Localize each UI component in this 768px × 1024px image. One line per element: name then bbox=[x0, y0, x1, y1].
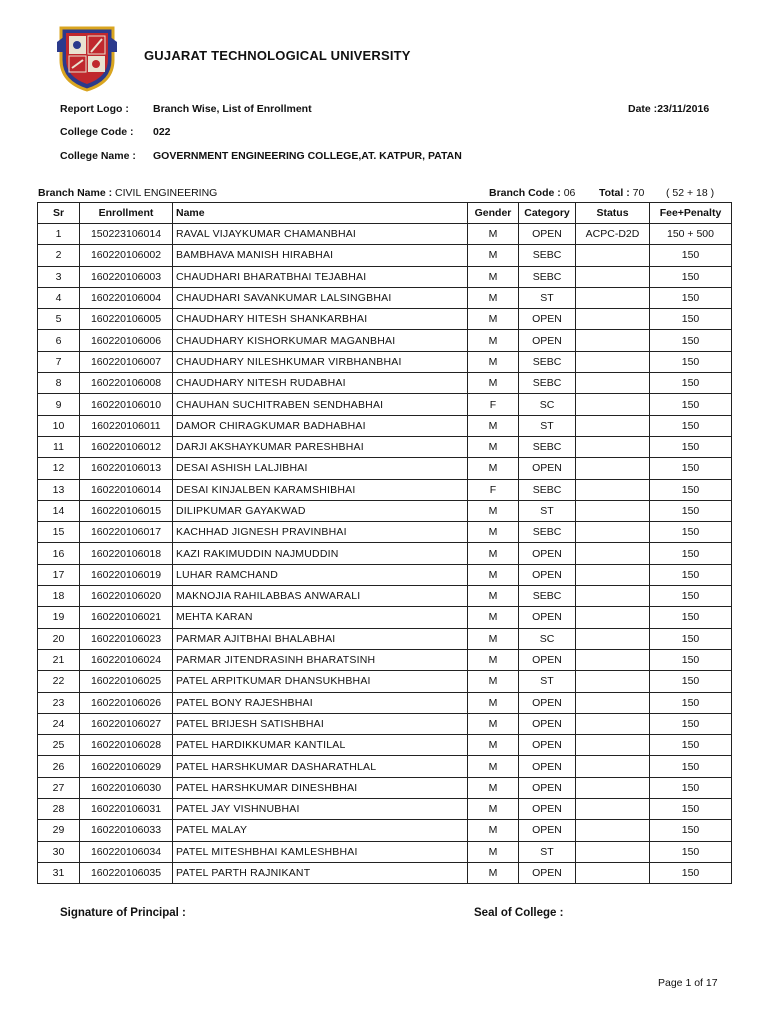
cell-fee: 150 bbox=[650, 479, 732, 500]
cell-enrollment: 160220106006 bbox=[80, 330, 173, 351]
university-title: GUJARAT TECHNOLOGICAL UNIVERSITY bbox=[144, 48, 411, 63]
cell-name: LUHAR RAMCHAND bbox=[173, 564, 468, 585]
total-value: 70 bbox=[632, 187, 645, 199]
cell-category: ST bbox=[519, 671, 576, 692]
cell-name: PARMAR JITENDRASINH BHARATSINH bbox=[173, 649, 468, 670]
table-row bbox=[38, 224, 732, 245]
table-row bbox=[38, 287, 732, 308]
table-row bbox=[38, 373, 732, 394]
cell-enrollment: 160220106026 bbox=[80, 692, 173, 713]
col-header-enrollment: Enrollment bbox=[80, 203, 173, 224]
cell-gender: M bbox=[468, 777, 519, 798]
university-logo bbox=[55, 22, 119, 92]
cell-status bbox=[576, 628, 650, 649]
cell-gender: M bbox=[468, 543, 519, 564]
table-row bbox=[38, 500, 732, 521]
cell-gender: M bbox=[468, 649, 519, 670]
cell-category: OPEN bbox=[519, 756, 576, 777]
enrollment-table bbox=[37, 202, 732, 884]
cell-sr: 12 bbox=[38, 458, 80, 479]
table-row bbox=[38, 415, 732, 436]
cell-sr: 4 bbox=[38, 287, 80, 308]
table-row bbox=[38, 862, 732, 883]
table-row bbox=[38, 607, 732, 628]
cell-gender: M bbox=[468, 607, 519, 628]
cell-status bbox=[576, 841, 650, 862]
cell-gender: M bbox=[468, 756, 519, 777]
cell-name: DESAI ASHISH LALJIBHAI bbox=[173, 458, 468, 479]
cell-enrollment: 160220106014 bbox=[80, 479, 173, 500]
branch-name bbox=[38, 187, 217, 199]
cell-sr: 23 bbox=[38, 692, 80, 713]
table-row bbox=[38, 245, 732, 266]
cell-fee: 150 bbox=[650, 692, 732, 713]
cell-status bbox=[576, 266, 650, 287]
cell-gender: M bbox=[468, 820, 519, 841]
cell-sr: 29 bbox=[38, 820, 80, 841]
cell-gender: M bbox=[468, 330, 519, 351]
cell-sr: 24 bbox=[38, 713, 80, 734]
cell-name: CHAUDHARI BHARATBHAI TEJABHAI bbox=[173, 266, 468, 287]
cell-category: OPEN bbox=[519, 607, 576, 628]
cell-category: SEBC bbox=[519, 245, 576, 266]
cell-fee: 150 bbox=[650, 351, 732, 372]
college-seal-label: Seal of College : bbox=[474, 907, 564, 919]
branch-code-label: Branch Code : bbox=[489, 187, 561, 199]
cell-category: OPEN bbox=[519, 649, 576, 670]
cell-sr: 21 bbox=[38, 649, 80, 670]
cell-name: PATEL PARTH RAJNIKANT bbox=[173, 862, 468, 883]
cell-sr: 7 bbox=[38, 351, 80, 372]
cell-category: SEBC bbox=[519, 586, 576, 607]
branch-code-value: 06 bbox=[563, 187, 576, 199]
report-logo-value: Branch Wise, List of Enrollment bbox=[153, 103, 312, 115]
cell-gender: M bbox=[468, 713, 519, 734]
cell-enrollment: 160220106017 bbox=[80, 522, 173, 543]
cell-fee: 150 bbox=[650, 309, 732, 330]
cell-enrollment: 160220106035 bbox=[80, 862, 173, 883]
cell-status bbox=[576, 692, 650, 713]
cell-category: OPEN bbox=[519, 309, 576, 330]
cell-gender: M bbox=[468, 458, 519, 479]
cell-category: SEBC bbox=[519, 436, 576, 457]
principal-signature-label: Signature of Principal : bbox=[60, 907, 186, 919]
cell-sr: 6 bbox=[38, 330, 80, 351]
cell-gender: M bbox=[468, 373, 519, 394]
table-row bbox=[38, 756, 732, 777]
cell-status bbox=[576, 436, 650, 457]
cell-fee: 150 bbox=[650, 436, 732, 457]
cell-name: PATEL BRIJESH SATISHBHAI bbox=[173, 713, 468, 734]
cell-enrollment: 160220106027 bbox=[80, 713, 173, 734]
cell-fee: 150 bbox=[650, 287, 732, 308]
cell-gender: M bbox=[468, 500, 519, 521]
cell-name: DARJI AKSHAYKUMAR PARESHBHAI bbox=[173, 436, 468, 457]
cell-gender: M bbox=[468, 224, 519, 245]
cell-enrollment: 160220106013 bbox=[80, 458, 173, 479]
cell-fee: 150 bbox=[650, 266, 732, 287]
cell-category: ST bbox=[519, 500, 576, 521]
cell-enrollment: 160220106034 bbox=[80, 841, 173, 862]
table-row bbox=[38, 671, 732, 692]
cell-name: CHAUDHARY NITESH RUDABHAI bbox=[173, 373, 468, 394]
table-row bbox=[38, 522, 732, 543]
cell-sr: 10 bbox=[38, 415, 80, 436]
table-row bbox=[38, 820, 732, 841]
total-label: Total : bbox=[599, 187, 630, 199]
cell-gender: M bbox=[468, 564, 519, 585]
table-row bbox=[38, 649, 732, 670]
page-number: Page 1 of 17 bbox=[658, 977, 718, 989]
cell-status bbox=[576, 735, 650, 756]
cell-fee: 150 bbox=[650, 841, 732, 862]
col-header-category: Category bbox=[519, 203, 576, 224]
cell-status bbox=[576, 245, 650, 266]
cell-status bbox=[576, 820, 650, 841]
cell-status bbox=[576, 799, 650, 820]
cell-category: OPEN bbox=[519, 543, 576, 564]
cell-category: ST bbox=[519, 287, 576, 308]
table-row bbox=[38, 777, 732, 798]
cell-status bbox=[576, 862, 650, 883]
cell-enrollment: 160220106021 bbox=[80, 607, 173, 628]
col-header-status: Status bbox=[576, 203, 650, 224]
college-code-value: 022 bbox=[153, 126, 171, 138]
cell-fee: 150 bbox=[650, 522, 732, 543]
cell-sr: 14 bbox=[38, 500, 80, 521]
cell-gender: M bbox=[468, 266, 519, 287]
cell-category: OPEN bbox=[519, 692, 576, 713]
cell-name: PATEL HARSHKUMAR DASHARATHLAL bbox=[173, 756, 468, 777]
date-label: Date : bbox=[628, 103, 658, 115]
cell-name: PATEL HARSHKUMAR DINESHBHAI bbox=[173, 777, 468, 798]
cell-name: PATEL ARPITKUMAR DHANSUKHBHAI bbox=[173, 671, 468, 692]
cell-sr: 28 bbox=[38, 799, 80, 820]
cell-category: OPEN bbox=[519, 799, 576, 820]
cell-status bbox=[576, 330, 650, 351]
cell-enrollment: 160220106020 bbox=[80, 586, 173, 607]
cell-enrollment: 150223106014 bbox=[80, 224, 173, 245]
cell-sr: 1 bbox=[38, 224, 80, 245]
cell-status bbox=[576, 649, 650, 670]
cell-enrollment: 160220106015 bbox=[80, 500, 173, 521]
table-row bbox=[38, 351, 732, 372]
cell-name: PARMAR AJITBHAI BHALABHAI bbox=[173, 628, 468, 649]
report-logo-label: Report Logo : bbox=[60, 103, 129, 115]
cell-sr: 25 bbox=[38, 735, 80, 756]
cell-enrollment: 160220106012 bbox=[80, 436, 173, 457]
total-split: ( 52 + 18 ) bbox=[666, 187, 715, 199]
table-row bbox=[38, 458, 732, 479]
cell-gender: M bbox=[468, 628, 519, 649]
cell-sr: 18 bbox=[38, 586, 80, 607]
cell-enrollment: 160220106019 bbox=[80, 564, 173, 585]
report-date bbox=[628, 103, 709, 115]
cell-gender: M bbox=[468, 735, 519, 756]
table-row bbox=[38, 394, 732, 415]
cell-gender: M bbox=[468, 671, 519, 692]
cell-sr: 26 bbox=[38, 756, 80, 777]
cell-name: BAMBHAVA MANISH HIRABHAI bbox=[173, 245, 468, 266]
cell-name: PATEL JAY VISHNUBHAI bbox=[173, 799, 468, 820]
cell-name: DESAI KINJALBEN KARAMSHIBHAI bbox=[173, 479, 468, 500]
cell-status bbox=[576, 287, 650, 308]
cell-gender: M bbox=[468, 522, 519, 543]
cell-category: OPEN bbox=[519, 777, 576, 798]
cell-sr: 3 bbox=[38, 266, 80, 287]
cell-category: ST bbox=[519, 415, 576, 436]
cell-fee: 150 bbox=[650, 330, 732, 351]
cell-category: OPEN bbox=[519, 820, 576, 841]
table-row bbox=[38, 586, 732, 607]
cell-fee: 150 bbox=[650, 564, 732, 585]
cell-sr: 16 bbox=[38, 543, 80, 564]
cell-sr: 8 bbox=[38, 373, 80, 394]
cell-name: MAKNOJIA RAHILABBAS ANWARALI bbox=[173, 586, 468, 607]
cell-status bbox=[576, 351, 650, 372]
cell-enrollment: 160220106010 bbox=[80, 394, 173, 415]
cell-fee: 150 bbox=[650, 862, 732, 883]
cell-fee: 150 + 500 bbox=[650, 224, 732, 245]
table-row bbox=[38, 841, 732, 862]
table-row bbox=[38, 735, 732, 756]
cell-fee: 150 bbox=[650, 756, 732, 777]
cell-category: OPEN bbox=[519, 564, 576, 585]
cell-fee: 150 bbox=[650, 649, 732, 670]
cell-sr: 30 bbox=[38, 841, 80, 862]
cell-status bbox=[576, 607, 650, 628]
col-header-sr: Sr bbox=[38, 203, 80, 224]
cell-status bbox=[576, 394, 650, 415]
cell-fee: 150 bbox=[650, 607, 732, 628]
college-name-value: GOVERNMENT ENGINEERING COLLEGE,AT. KATPUR, PATAN bbox=[153, 150, 462, 162]
cell-category: SEBC bbox=[519, 479, 576, 500]
cell-enrollment: 160220106008 bbox=[80, 373, 173, 394]
cell-enrollment: 160220106030 bbox=[80, 777, 173, 798]
cell-name: CHAUDHARY KISHORKUMAR MAGANBHAI bbox=[173, 330, 468, 351]
cell-category: OPEN bbox=[519, 224, 576, 245]
cell-status bbox=[576, 671, 650, 692]
cell-enrollment: 160220106025 bbox=[80, 671, 173, 692]
cell-enrollment: 160220106033 bbox=[80, 820, 173, 841]
cell-status bbox=[576, 713, 650, 734]
cell-gender: M bbox=[468, 692, 519, 713]
cell-status bbox=[576, 756, 650, 777]
table-header-row bbox=[38, 203, 732, 224]
cell-enrollment: 160220106031 bbox=[80, 799, 173, 820]
cell-sr: 13 bbox=[38, 479, 80, 500]
cell-fee: 150 bbox=[650, 543, 732, 564]
cell-name: CHAUDHARY NILESHKUMAR VIRBHANBHAI bbox=[173, 351, 468, 372]
cell-fee: 150 bbox=[650, 394, 732, 415]
cell-fee: 150 bbox=[650, 458, 732, 479]
cell-enrollment: 160220106029 bbox=[80, 756, 173, 777]
cell-name: CHAUHAN SUCHITRABEN SENDHABHAI bbox=[173, 394, 468, 415]
cell-gender: F bbox=[468, 479, 519, 500]
cell-enrollment: 160220106023 bbox=[80, 628, 173, 649]
cell-fee: 150 bbox=[650, 820, 732, 841]
table-row bbox=[38, 436, 732, 457]
cell-sr: 5 bbox=[38, 309, 80, 330]
cell-fee: 150 bbox=[650, 500, 732, 521]
col-header-fee: Fee+Penalty bbox=[650, 203, 732, 224]
cell-name: MEHTA KARAN bbox=[173, 607, 468, 628]
cell-gender: M bbox=[468, 841, 519, 862]
cell-gender: M bbox=[468, 799, 519, 820]
cell-status bbox=[576, 479, 650, 500]
cell-status: ACPC-D2D bbox=[576, 224, 650, 245]
cell-status bbox=[576, 373, 650, 394]
cell-enrollment: 160220106005 bbox=[80, 309, 173, 330]
cell-enrollment: 160220106024 bbox=[80, 649, 173, 670]
cell-fee: 150 bbox=[650, 713, 732, 734]
cell-category: SC bbox=[519, 394, 576, 415]
cell-status bbox=[576, 586, 650, 607]
cell-name: DAMOR CHIRAGKUMAR BADHABHAI bbox=[173, 415, 468, 436]
table-row bbox=[38, 628, 732, 649]
table-row bbox=[38, 309, 732, 330]
cell-status bbox=[576, 458, 650, 479]
date-value: 23/11/2016 bbox=[657, 103, 710, 115]
cell-category: SEBC bbox=[519, 522, 576, 543]
cell-fee: 150 bbox=[650, 799, 732, 820]
cell-status bbox=[576, 564, 650, 585]
cell-fee: 150 bbox=[650, 415, 732, 436]
cell-gender: F bbox=[468, 394, 519, 415]
cell-enrollment: 160220106028 bbox=[80, 735, 173, 756]
college-code-label: College Code : bbox=[60, 126, 134, 138]
cell-enrollment: 160220106003 bbox=[80, 266, 173, 287]
cell-sr: 19 bbox=[38, 607, 80, 628]
cell-sr: 15 bbox=[38, 522, 80, 543]
cell-name: PATEL BONY RAJESHBHAI bbox=[173, 692, 468, 713]
table-row bbox=[38, 799, 732, 820]
cell-enrollment: 160220106002 bbox=[80, 245, 173, 266]
cell-fee: 150 bbox=[650, 373, 732, 394]
cell-name: KAZI RAKIMUDDIN NAJMUDDIN bbox=[173, 543, 468, 564]
cell-status bbox=[576, 309, 650, 330]
cell-sr: 20 bbox=[38, 628, 80, 649]
cell-name: RAVAL VIJAYKUMAR CHAMANBHAI bbox=[173, 224, 468, 245]
table-row bbox=[38, 266, 732, 287]
table-row bbox=[38, 713, 732, 734]
table-row bbox=[38, 543, 732, 564]
cell-status bbox=[576, 415, 650, 436]
cell-category: OPEN bbox=[519, 458, 576, 479]
cell-name: PATEL MITESHBHAI KAMLESHBHAI bbox=[173, 841, 468, 862]
cell-sr: 22 bbox=[38, 671, 80, 692]
cell-name: KACHHAD JIGNESH PRAVINBHAI bbox=[173, 522, 468, 543]
table-row bbox=[38, 330, 732, 351]
cell-enrollment: 160220106007 bbox=[80, 351, 173, 372]
cell-enrollment: 160220106011 bbox=[80, 415, 173, 436]
cell-sr: 2 bbox=[38, 245, 80, 266]
cell-category: OPEN bbox=[519, 735, 576, 756]
cell-gender: M bbox=[468, 287, 519, 308]
cell-sr: 17 bbox=[38, 564, 80, 585]
cell-fee: 150 bbox=[650, 586, 732, 607]
cell-category: ST bbox=[519, 841, 576, 862]
cell-category: OPEN bbox=[519, 330, 576, 351]
cell-sr: 27 bbox=[38, 777, 80, 798]
col-header-gender: Gender bbox=[468, 203, 519, 224]
branch-total bbox=[599, 187, 644, 199]
cell-category: OPEN bbox=[519, 862, 576, 883]
cell-fee: 150 bbox=[650, 777, 732, 798]
cell-name: CHAUDHARY HITESH SHANKARBHAI bbox=[173, 309, 468, 330]
cell-name: PATEL HARDIKKUMAR KANTILAL bbox=[173, 735, 468, 756]
cell-sr: 11 bbox=[38, 436, 80, 457]
cell-gender: M bbox=[468, 245, 519, 266]
cell-fee: 150 bbox=[650, 245, 732, 266]
cell-enrollment: 160220106004 bbox=[80, 287, 173, 308]
cell-name: CHAUDHARI SAVANKUMAR LALSINGBHAI bbox=[173, 287, 468, 308]
cell-gender: M bbox=[468, 862, 519, 883]
table-row bbox=[38, 692, 732, 713]
branch-code bbox=[489, 187, 575, 199]
cell-category: SEBC bbox=[519, 266, 576, 287]
cell-name: PATEL MALAY bbox=[173, 820, 468, 841]
cell-gender: M bbox=[468, 415, 519, 436]
cell-category: OPEN bbox=[519, 713, 576, 734]
branch-name-label: Branch Name : bbox=[38, 187, 113, 199]
cell-status bbox=[576, 777, 650, 798]
cell-fee: 150 bbox=[650, 628, 732, 649]
cell-fee: 150 bbox=[650, 671, 732, 692]
cell-name: DILIPKUMAR GAYAKWAD bbox=[173, 500, 468, 521]
cell-status bbox=[576, 522, 650, 543]
cell-gender: M bbox=[468, 436, 519, 457]
table-row bbox=[38, 479, 732, 500]
cell-gender: M bbox=[468, 309, 519, 330]
college-name-label: College Name : bbox=[60, 150, 136, 162]
cell-status bbox=[576, 543, 650, 564]
cell-gender: M bbox=[468, 586, 519, 607]
cell-fee: 150 bbox=[650, 735, 732, 756]
col-header-name: Name bbox=[173, 203, 468, 224]
cell-enrollment: 160220106018 bbox=[80, 543, 173, 564]
cell-sr: 31 bbox=[38, 862, 80, 883]
table-row bbox=[38, 564, 732, 585]
branch-name-value: CIVIL ENGINEERING bbox=[115, 187, 218, 199]
cell-category: SEBC bbox=[519, 351, 576, 372]
cell-gender: M bbox=[468, 351, 519, 372]
cell-status bbox=[576, 500, 650, 521]
cell-category: SC bbox=[519, 628, 576, 649]
cell-category: SEBC bbox=[519, 373, 576, 394]
cell-sr: 9 bbox=[38, 394, 80, 415]
